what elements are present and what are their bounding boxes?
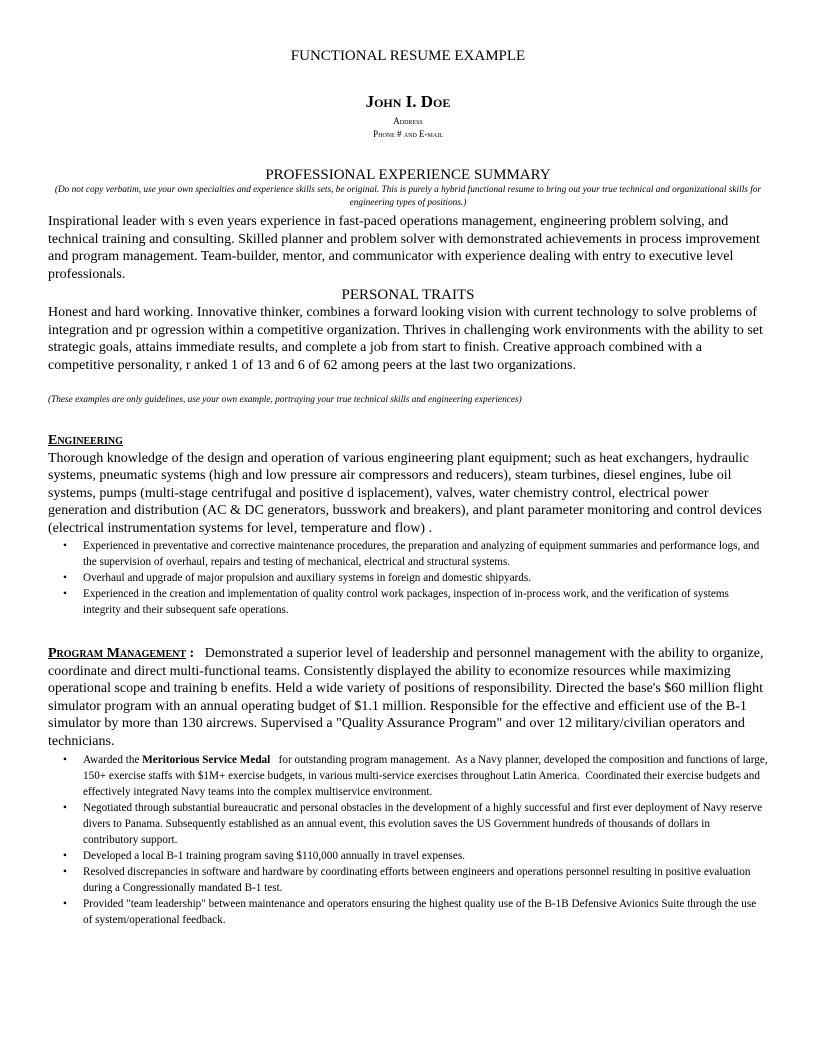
- engineering-heading: Engineering: [48, 433, 123, 448]
- summary-text: Inspirational leader with s even years experience in fast-paced operations management, engineering problem solving, and technical training and consulting. Skilled planner and problem solver with demonstrated achievements in process improvement and program management. Team-builder, mentor, and communicator with experience dealing with entry to executive level professionals.: [48, 214, 760, 282]
- traits-heading: PERSONAL TRAITS: [341, 287, 475, 303]
- list-item: • Overhaul and upgrade of major propulsion and auxiliary systems in foreign and domestic shipyards.: [48, 570, 768, 586]
- bullet-text: Awarded the: [83, 754, 143, 766]
- document-title: FUNCTIONAL RESUME EXAMPLE: [290, 48, 526, 64]
- list-item: • Experienced in preventative and corrective maintenance procedures, the preparation and analyzing of equipment summaries and performance logs, and the supervision of overhaul, repairs and testing of mechanical, electrical and structural systems.: [48, 538, 768, 570]
- program-text: Demonstrated a superior level of leadership and personnel management with the ability to organize, coordinate and direct multi-functional teams. Consistently displayed the ability to economize resources while maximizing operational scope and training b enefits. Held a wide variety of positions of responsibility. Directed the base's $60 million flight simulator program with an annual operating budget of $1.1 million. Responsible for the effective and efficient use of the B-1 simulator by more than 130 aircrews. Supervised a "Quality Assurance Program" and over 12 military/civilian operators and technicians.: [48, 646, 764, 749]
- list-item: • Provided "team leadership" between maintenance and operators ensuring the highest quality use of the B-1B Defensive Avionics Suite through the use of system/operational feedback.: [48, 896, 768, 928]
- program-bullets: [48, 752, 771, 928]
- traits-note: (These examples are only guidelines, use your own example, portraying your true technical skills and engineering experiences): [48, 395, 522, 405]
- summary-heading: PROFESSIONAL EXPERIENCE SUMMARY: [265, 167, 551, 183]
- list-item: • Resolved discrepancies in software and hardware by coordinating efforts between engineers and operations personnel resulting in positive evaluation during a Congressionally mandated B-1 test.: [48, 864, 768, 896]
- award-name: Meritorious Service Medal: [142, 754, 271, 766]
- engineering-bullets: [48, 538, 768, 618]
- address-line: Address: [393, 116, 423, 126]
- program-section: [48, 645, 768, 751]
- traits-text: Honest and hard working. Innovative thinker, combines a forward looking vision with current technology to solve problems of integration and pr ogression within a competitive organization. Thrives in challenging work environments with the ability to set strategic goals, attains immediate results, and complete a job from start to finish. Creative approach combined with a competitive personality, r anked 1 of 13 and 6 of 62 among peers at the last two organizations.: [48, 305, 763, 373]
- list-item: • Experienced in the creation and implementation of quality control work packages, inspection of in-process work, and the verification of systems integrity and their subsequent safe operations.: [48, 586, 768, 618]
- engineering-text: Thorough knowledge of the design and operation of various engineering plant equipment; such as heat exchangers, hydraulic systems, pneumatic systems (high and low pressure air compressors and reducers), steam turbines, diesel engines, lube oil systems, pumps (multi-stage centrifugal and positive d isplacement), valves, water chemistry control, electrical power generation and distribution (AC & DC generators, busswork and breakers), and plant parameter monitoring and control devices (electrical instrumentation systems for level, temperature and flow) .: [48, 450, 762, 536]
- list-item: • Developed a local B-1 training program saving $110,000 annually in travel expenses.: [48, 848, 768, 864]
- bullet-text: for outstanding program management. As a Navy planner, developed the composition and functions of large, 150+ exercise staffs with $1M+ exercise budgets, in various multi-service exercises throughout Latin America. Coordinated their exercise budgets and effectively integrated Navy teams into the complex multiservice environment.: [83, 754, 771, 798]
- summary-note: (Do not copy verbatim, use your own specialties and experience skills sets, be original. This is purely a hybrid functional resume to bring out your true technical and organizational skills for engineering types of positions.): [54, 185, 762, 208]
- phone-email-line: Phone # and E-mail: [373, 129, 443, 139]
- candidate-name: John I. Doe: [365, 92, 451, 111]
- program-separator: :: [186, 646, 205, 661]
- engineering-section: [48, 432, 768, 538]
- list-item: [48, 752, 771, 800]
- program-heading: Program Management: [48, 646, 187, 661]
- list-item: • Negotiated through substantial bureaucratic and personal obstacles in the development of a highly successful and first ever deployment of Navy reserve divers to Panama. Subsequently established as an annual event, this evolution saves the US Government hundreds of thousands of dollars in contributory support.: [48, 800, 768, 848]
